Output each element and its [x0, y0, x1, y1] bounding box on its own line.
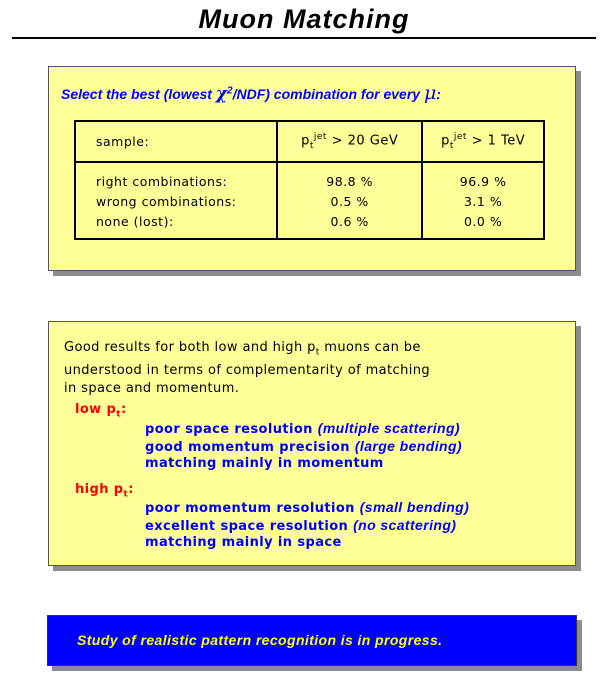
row-value-20gev: 0.6 % — [277, 213, 422, 238]
col-header-sample: sample: — [76, 122, 277, 162]
low-pt-line-1: poor space resolution (multiple scattering) — [145, 420, 460, 437]
intro-line-1: Good results for both low and high $p_t$ muons can be — [64, 340, 421, 358]
row-label: none (lost): — [96, 213, 174, 229]
title-divider — [12, 37, 596, 39]
low-pt-line-2: good momentum precision (large bending) — [145, 438, 462, 455]
col-header-1tev: $p_t^{jet} > 1$ TeV — [422, 122, 543, 162]
row-value-1tev: 96.9 % — [422, 162, 543, 189]
row-label: wrong combinations: — [96, 193, 237, 209]
row-value-1tev: 0.0 % — [422, 213, 543, 238]
results-header — [61, 82, 566, 104]
high-pt-line-2: excellent space resolution (no scattering) — [145, 517, 457, 534]
explanation-panel — [48, 321, 576, 566]
table-row — [76, 189, 543, 213]
high-pt-line-3: matching mainly in space — [145, 535, 342, 550]
low-pt-label: low $p_t$: — [75, 402, 127, 420]
explanation-intro — [64, 339, 564, 398]
table-row — [76, 213, 543, 238]
status-banner-text: Study of realistic pattern recognition is in progress. — [77, 632, 443, 648]
row-label: right combinations: — [96, 174, 228, 189]
intro-line-2: understood in terms of complementarity of matching — [64, 362, 431, 378]
results-table — [76, 122, 543, 238]
table-header-row — [76, 122, 543, 162]
row-value-20gev: 98.8 % — [277, 162, 422, 189]
intro-line-3: in space and momentum. — [64, 380, 240, 396]
header-suffix: : — [436, 86, 441, 102]
high-pt-line-1: poor momentum resolution (small bending) — [145, 499, 470, 516]
status-banner — [47, 615, 577, 666]
mu-symbol: μ — [423, 82, 437, 104]
header-prefix: Select the best (lowest — [61, 86, 216, 102]
results-panel — [48, 66, 576, 271]
table-row — [76, 162, 543, 189]
low-pt-line-3: matching mainly in momentum — [145, 456, 384, 471]
chi-superscript: 2 — [227, 85, 233, 97]
chi-symbol: χ — [215, 84, 228, 104]
row-value-1tev: 3.1 % — [422, 189, 543, 213]
page-title: Muon Matching — [198, 4, 410, 34]
row-value-20gev: 0.5 % — [277, 189, 422, 213]
high-pt-label: high $p_t$: — [75, 482, 134, 500]
col-header-20gev: $p_t^{jet} > 20$ GeV — [277, 122, 422, 162]
header-mid: /NDF) combination for every — [232, 86, 424, 102]
